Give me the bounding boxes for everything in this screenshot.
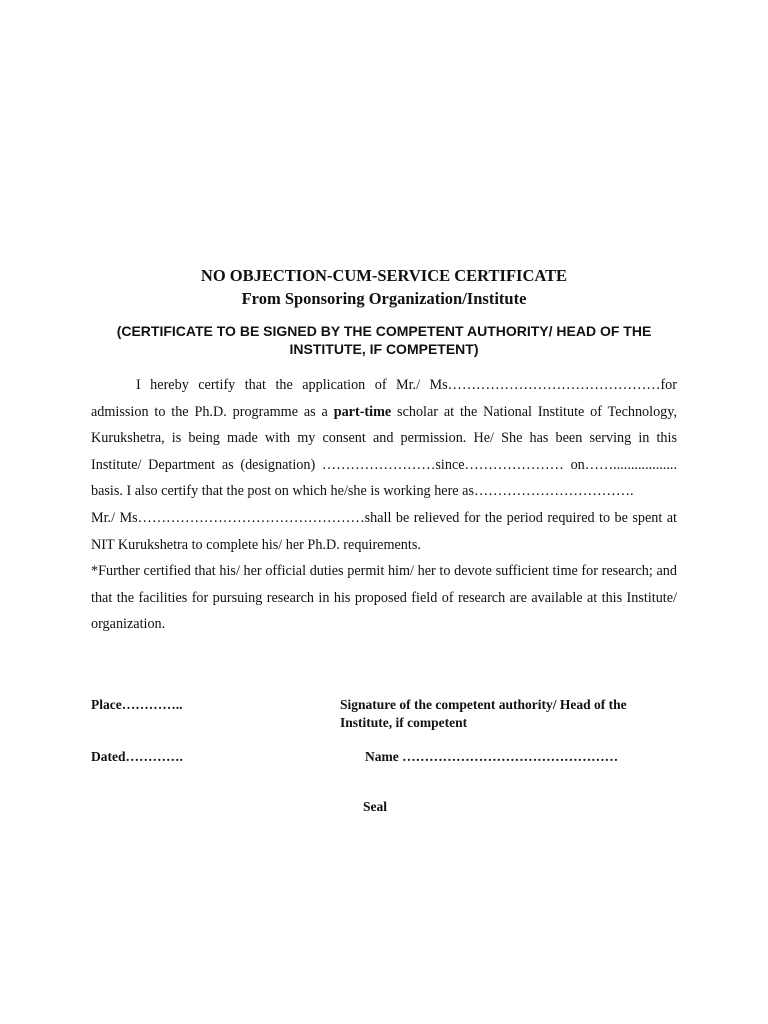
signature-label-line2: Institute, if competent bbox=[340, 715, 468, 730]
paragraph-application-part2: scholar at the National Institute of Technology, Kurukshetra, is being made with my consent and permission. He/ She has been serving in this Institute/ Department as (designation) ……………………since………………… on…….................. basis. I also certify that the post on which he/she is working here as……………………………. bbox=[91, 403, 677, 500]
paragraph-application bbox=[91, 372, 677, 505]
seal-label: Seal bbox=[363, 799, 388, 814]
certificate-subtitle: From Sponsoring Organization/Institute bbox=[241, 289, 527, 308]
part-time-emphasis: part-time bbox=[333, 403, 392, 420]
name-field: Name ………………………………………… bbox=[365, 749, 619, 764]
dated-field: Dated…………. bbox=[91, 749, 183, 764]
paragraph-application-part1: I hereby certify that the application of Mr./ Ms………………………………………for admission to the Ph.D. programme as a bbox=[91, 377, 677, 420]
certificate-body bbox=[91, 372, 677, 638]
place-field: Place………….. bbox=[91, 697, 183, 712]
signature-label bbox=[340, 696, 680, 732]
signing-note: (CERTIFICATE TO BE SIGNED BY THE COMPETENT AUTHORITY/ HEAD OF THE INSTITUTE, IF COMPETENT) bbox=[116, 323, 652, 357]
paragraph-further-certified: *Further certified that his/ her official duties permit him/ her to devote sufficient time for research; and that the facilities for pursuing research in his proposed field of research are available at this Institute/ organization. bbox=[91, 563, 677, 633]
signature-label-line1: Signature of the competent authority/ Head of the bbox=[340, 697, 627, 712]
paragraph-relieved: Mr./ Ms…………………………………………shall be relieved for the period required to be spent at NIT Kurukshetra to complete his/ her Ph.D. requirements. bbox=[91, 509, 677, 553]
certificate-title: NO OBJECTION-CUM-SERVICE CERTIFICATE bbox=[200, 266, 568, 285]
